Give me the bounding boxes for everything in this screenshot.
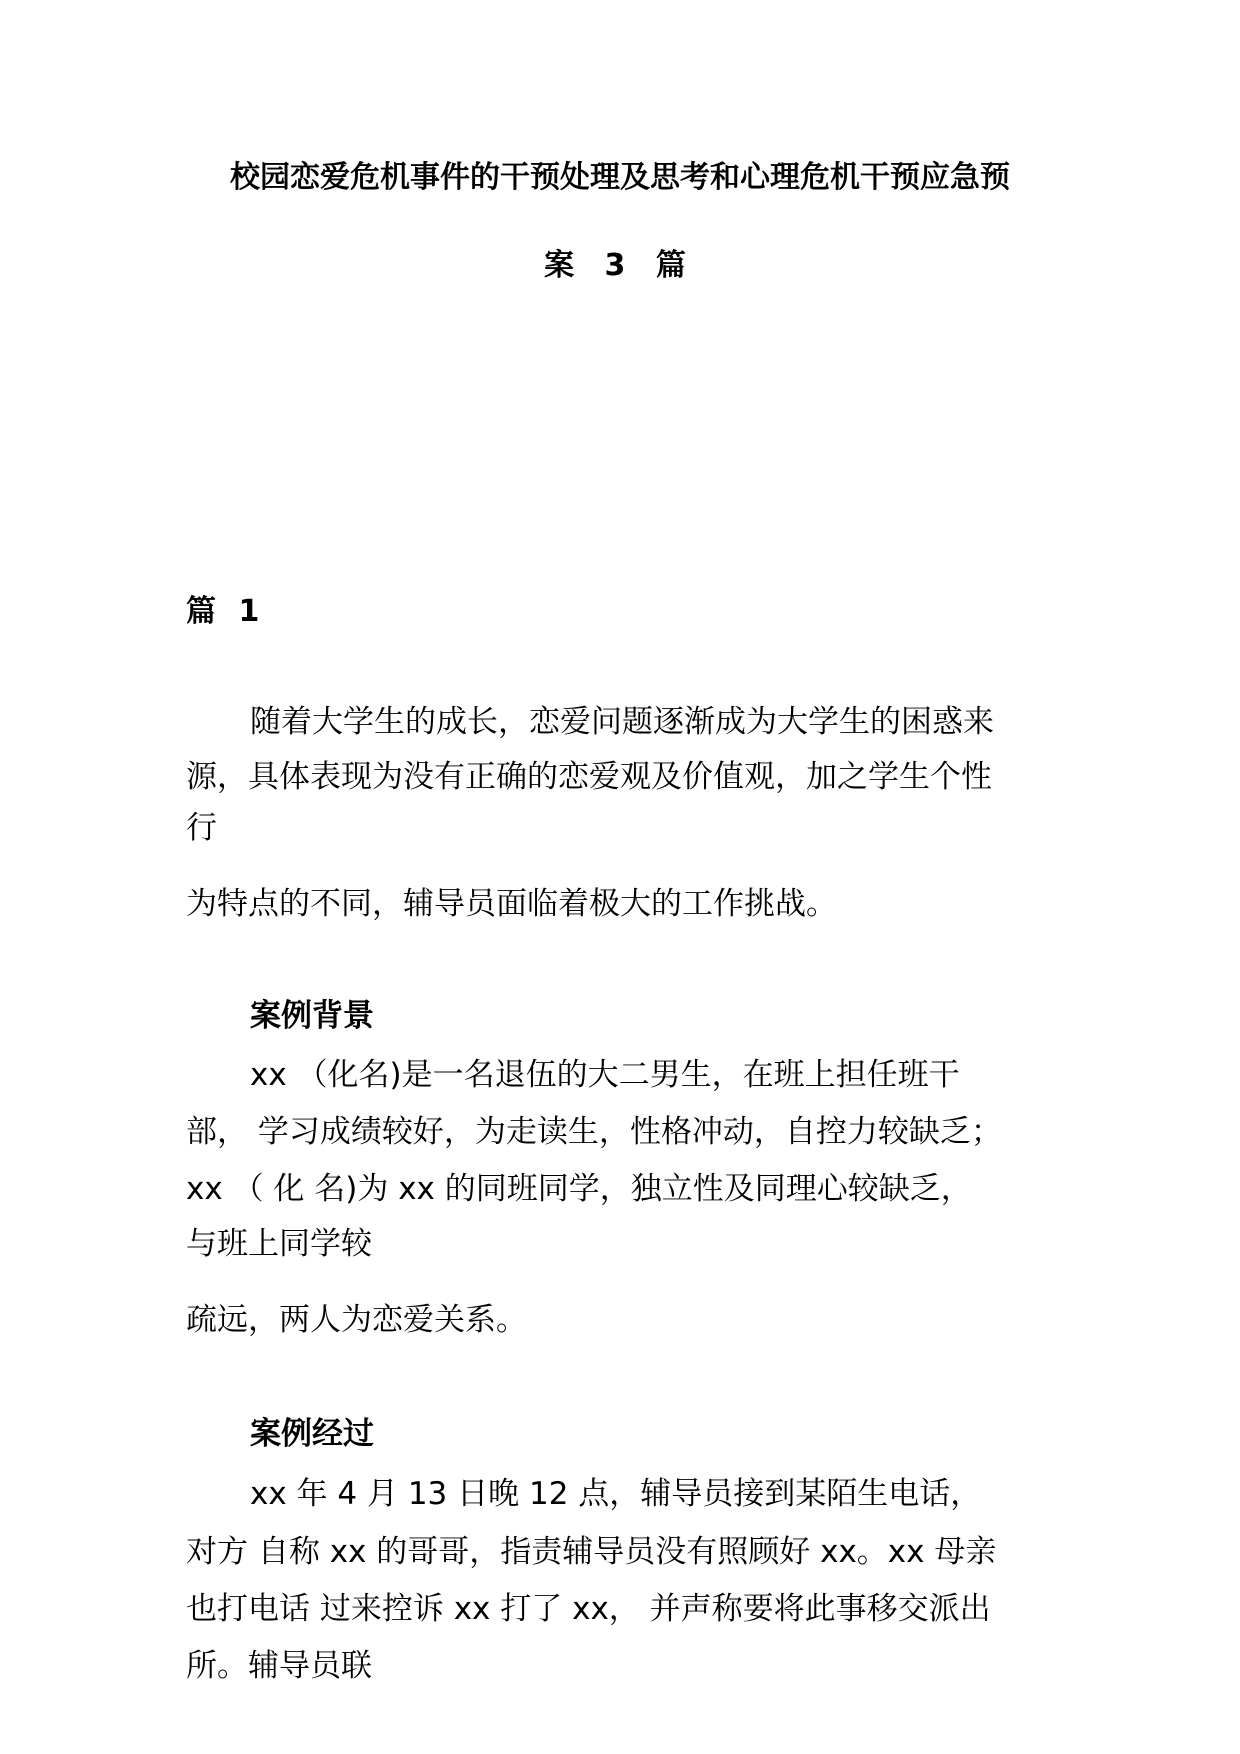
background-line-4: 与班上同学较 xyxy=(186,1226,372,1262)
intro-line-3: 行 xyxy=(186,810,217,846)
process-line-2: 对方 自称 xx 的哥哥，指责辅导员没有照顾好 xx。xx 母亲 xyxy=(186,1534,997,1570)
intro-line-1: 随着大学生的成长，恋爱问题逐渐成为大学生的困惑来 xyxy=(250,704,994,740)
process-line-3: 也打电话 过来控诉 xx 打了 xx， 并声称要将此事移交派出 xyxy=(186,1591,991,1627)
background-line-5: 疏远，两人为恋爱关系。 xyxy=(186,1302,527,1338)
chapter-heading: 篇 1 xyxy=(186,594,266,629)
background-line-1: xx （化名)是一名退伍的大二男生，在班上担任班干 xyxy=(250,1057,960,1093)
process-line-1: xx 年 4 月 13 日晚 12 点，辅导员接到某陌生电话， xyxy=(250,1476,982,1512)
document-title-line-1: 校园恋爱危机事件的干预处理及思考和心理危机干预应急预 xyxy=(230,160,1010,195)
intro-line-4: 为特点的不同，辅导员面临着极大的工作挑战。 xyxy=(186,886,837,922)
background-heading: 案例背景 xyxy=(250,998,374,1034)
intro-line-2: 源，具体表现为没有正确的恋爱观及价值观，加之学生个性 xyxy=(186,759,992,795)
process-heading: 案例经过 xyxy=(250,1416,374,1452)
background-line-3: xx （ 化 名)为 xx 的同班同学，独立性及同理心较缺乏， xyxy=(186,1171,972,1207)
process-line-4: 所。辅导员联 xyxy=(186,1648,372,1684)
document-title-line-2: 案 3 篇 xyxy=(544,248,696,283)
background-line-2: 部， 学习成绩较好，为走读生，性格冲动，自控力较缺乏； xyxy=(186,1114,1002,1150)
